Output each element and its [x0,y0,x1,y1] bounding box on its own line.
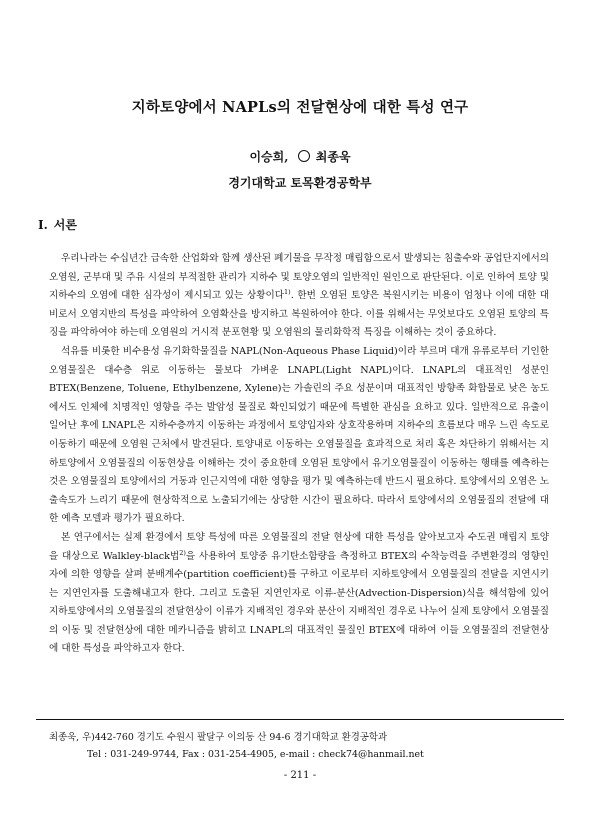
page-number: - 211 - [283,770,317,781]
body-text [49,250,549,659]
section-heading [38,216,77,233]
paper-title: 지하토양에서 NAPLs의 전달현상에 대한 특성 연구 [131,99,469,116]
paragraph: 석유를 비롯한 비수용성 유기화학물질을 NAPL(Non-Aqueous Phase Liquid)이라 부르며 대개 유류로부터 기인한 오염물질은 대수층 위로 이동하는 물보다 가벼운 LNAPL(Light NAPL)이다. LNAPL의 대표적인 성분인 BTEX(Benzene, Toluene, Ethylbenzene, Xylene)는 가솔린의 주요 성분이며 대표적인 방향족 화합물로 낮은 농도에서도 인체에 치명적인 영향을 주는 발암성 물질로 확인되었기 때문에 특별한 관심을 요하고 있다. 일반적으로 유출이 일어난 후에 LNAPL은 지하수층까지 이동하는 과정에서 토양입자와 상호작용하며 지하수의 흐름보다 매우 느린 속도로 이동하기 때문에 오염원 근처에서 발견된다. 토양내로 이동하는 오염물질을 효과적으로 처리 혹은 차단하기 위해서는 지하토양에서 오염물질의 이동현상을 이해하는 것이 중요한데 오염된 토양에서 유기오염물질이 이동하는 행태를 예측하는 것은 오염물질의 토양에서의 거동과 인근지역에 대한 영향을 평가 및 예측하는데 반드시 필요하다. 토양에서의 오염은 노출속도가 느리기 때문에 현상학적으로 노출되기에는 상당한 시간이 필요하다. 따라서 토양에서의 오염물질의 전달에 대한 예측 모델과 평가가 필요하다. [49,345,550,525]
paragraph: 본 연구에서는 실제 환경에서 토양 특성에 따른 오염물질의 전달 현상에 대한 특성을 알아보고자 수도권 매립지 토양을 대상으로 Walkley-black법$^{2)}$을 사용하여 토양중 유기탄소함량을 측정하고 BTEX의 수착능력을 주변환경의 영향인자에 의한 영향을 살펴 분배계수(partition coefficient)를 구하고 이로부터 지하토양에서 오염물질의 전달을 지연시키는 지연인자를 도출해내고자 한다. 그리고 도출된 지연인자로 이류-분산(Advection-Dispersion)식을 해석함에 있어 지하토양에서의 오염물질의 전달현상이 이류가 지배적인 경우와 분산이 지배적인 경우로 나누어 실제 토양에서 오염물질의 이동 및 전달현상에 대한 메카니즘을 밝히고 LNAPL의 대표적인 물질인 BTEX에 대하여 이들 오염물질의 전달현상에 대한 특성을 파악하고자 한다. [49,531,549,655]
reference-mark: 1) [284,288,291,296]
contact-info: Tel : 031-249-9744, Fax : 031-254-4905, e-mail : check74@hanmail.net [87,749,424,760]
reference-mark: 2) [179,548,186,557]
section-title: 서론 [53,218,77,232]
corresponding-address: 최종욱, 우)442-760 경기도 수원시 팔달구 이의동 산 94-6 경기대학교 환경공학과 [49,732,387,743]
author-first: 이승희, [249,150,289,164]
section-number: I. [38,218,48,232]
author-second: 최종욱 [315,150,351,164]
presenter-circle-icon [298,150,310,162]
footer [49,729,424,763]
footer-divider [36,719,564,720]
affiliation: 경기대학교 토목환경공학부 [228,176,372,190]
author-line [0,148,600,165]
paragraph: 우리나라는 수십년간 급속한 산업화와 함께 생산된 폐기물을 무작정 매립함으로서 발생되는 침출수와 공업단지에서의 오염원, 군부대 및 주유 시설의 부적절한 관리가 지하수 및 토양오염의 일반적인 원인으로 판단된다. 이로 인하여 토양 및 지하수의 오염에 대한 심각성이 제시되고 있는 상황이다$^{1)}$. 한번 오염된 토양은 복원시키는 비용이 엄청나 이에 대한 대비로서 오염지반의 특성을 파악하여 오염확산을 방지하고 복원하여야 한다. 이를 위해서는 무엇보다도 오염된 토양의 특징을 파악하여야 하는데 오염원의 거시적 분포현황 및 오염원의 물리화학적 특징을 이해하는 것이 중요하다. [49,253,550,339]
